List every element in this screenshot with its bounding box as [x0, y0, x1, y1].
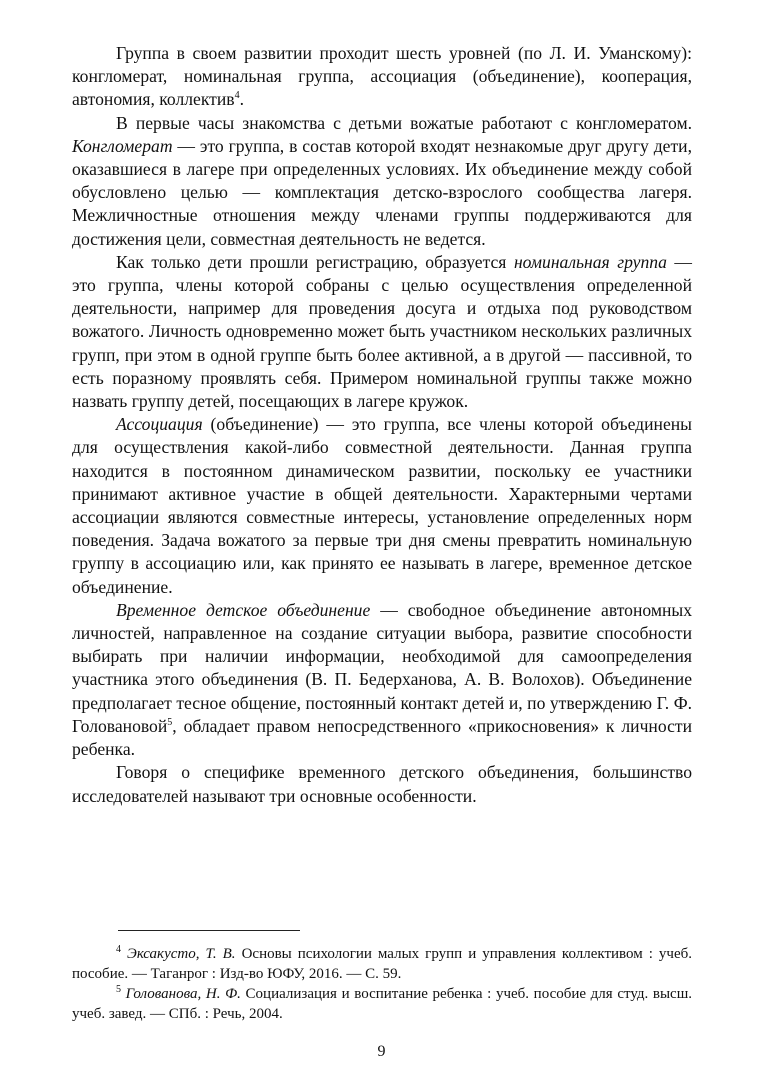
term-nominal-group: номинальная группа — [513, 251, 667, 272]
text-run: Группа в своем развитии проходит шесть уровней (по Л. И. Уманскому): конгломерат, номинальная группа, ассоциация (объединение), кооперация, автономия, коллектив — [72, 43, 692, 110]
paragraph — [72, 599, 692, 761]
footnote-5 — [72, 984, 692, 1024]
footnote-ref-4[interactable]: 4 — [234, 90, 240, 102]
paragraph — [72, 42, 692, 112]
paragraph — [72, 112, 692, 251]
term-konglomerat: Конгломерат — [72, 135, 173, 156]
footnote-separator — [118, 930, 300, 931]
text-run: , обладает правом непосредственного «прикосновения» к личности ребенка. — [72, 715, 692, 760]
footnote-4 — [72, 944, 692, 984]
footnote-author: Эксакусто, Т. В. — [127, 946, 236, 962]
text-run: Говоря о специфике временного детского объединения, большинство исследователей называют три основные особенности. — [72, 762, 692, 806]
text-run: В первые часы знакомства с детьми вожатые работают с конгломератом. — [116, 112, 692, 133]
text-run: Как только дети прошли регистрацию, образуется — [116, 251, 514, 272]
body-text — [72, 42, 692, 808]
paragraph — [72, 413, 692, 599]
paragraph — [72, 251, 692, 413]
paragraph — [72, 761, 692, 807]
footnote-text: Основы психологии малых групп и управления коллективом : учеб. пособие. — Таганрог : Изд-во ЮФУ, 2016. — С. 59. — [72, 946, 693, 982]
footnote-text: Социализация и воспитание ребенка : учеб. пособие для студ. высш. учеб. завед. — СПб. : Речь, 2004. — [72, 986, 693, 1022]
footnotes — [72, 944, 692, 1024]
text-run: (объединение) — это группа, все члены которой объединены для осуществления какой-либо совместной деятельности. Данная группа находится в постоянном динамическом развитии, поскольку ее участники принимают активное участие в общей деятельности. Характерными чертами ассоциации являются совместные интересы, установление определенных норм поведения. Задача вожатого за первые три дня смены превратить номинальную группу в ассоциацию или, как принято ее называть в лагере, временное детское объединение. — [72, 414, 692, 597]
text-run: — свободное объединение автономных личностей, направленное на создание ситуации выбора, развитие способности выбирать при наличии информации, необходимой для самоопределения участника этого объединения (В. П. Бедерханова, А. В. Волохов). Объединение предполагает тесное общение, постоянный контакт детей и, по утверждению Г. Ф. Головановой — [72, 599, 692, 736]
footnote-ref-5[interactable]: 5 — [167, 717, 173, 729]
footnote-author: Голованова, Н. Ф. — [125, 986, 241, 1002]
footnote-marker: 5 — [116, 984, 121, 995]
term-association: Ассоциация — [116, 414, 203, 435]
text-run: . — [239, 89, 244, 110]
text-run: — это группа, в состав которой входят незнакомые друг другу дети, оказавшиеся в лагере при определенных условиях. Их объединение между собой обусловлено целью — комплектация детско-взрослого сообщества лагеря. Межличностные отношения между членами группы поддерживаются для достижения цели, совместная деятельность не ведется. — [72, 135, 692, 249]
footnote-marker: 4 — [116, 944, 121, 955]
page-number: 9 — [377, 1043, 386, 1060]
term-temporary-union: Временное детское объединение — [116, 599, 371, 620]
text-run: — это группа, члены которой собраны с целью осуществления определенной деятельности, например для проведения досуга и отдыха под руководством вожатого. Личность одновременно может быть участником нескольких различных групп, при этом в одной группе быть более активной, а в другой — пассивной, то есть поразному проявлять себя. Примером номинальной группы также можно назвать группу детей, посещающих в лагере кружок. — [72, 251, 692, 412]
